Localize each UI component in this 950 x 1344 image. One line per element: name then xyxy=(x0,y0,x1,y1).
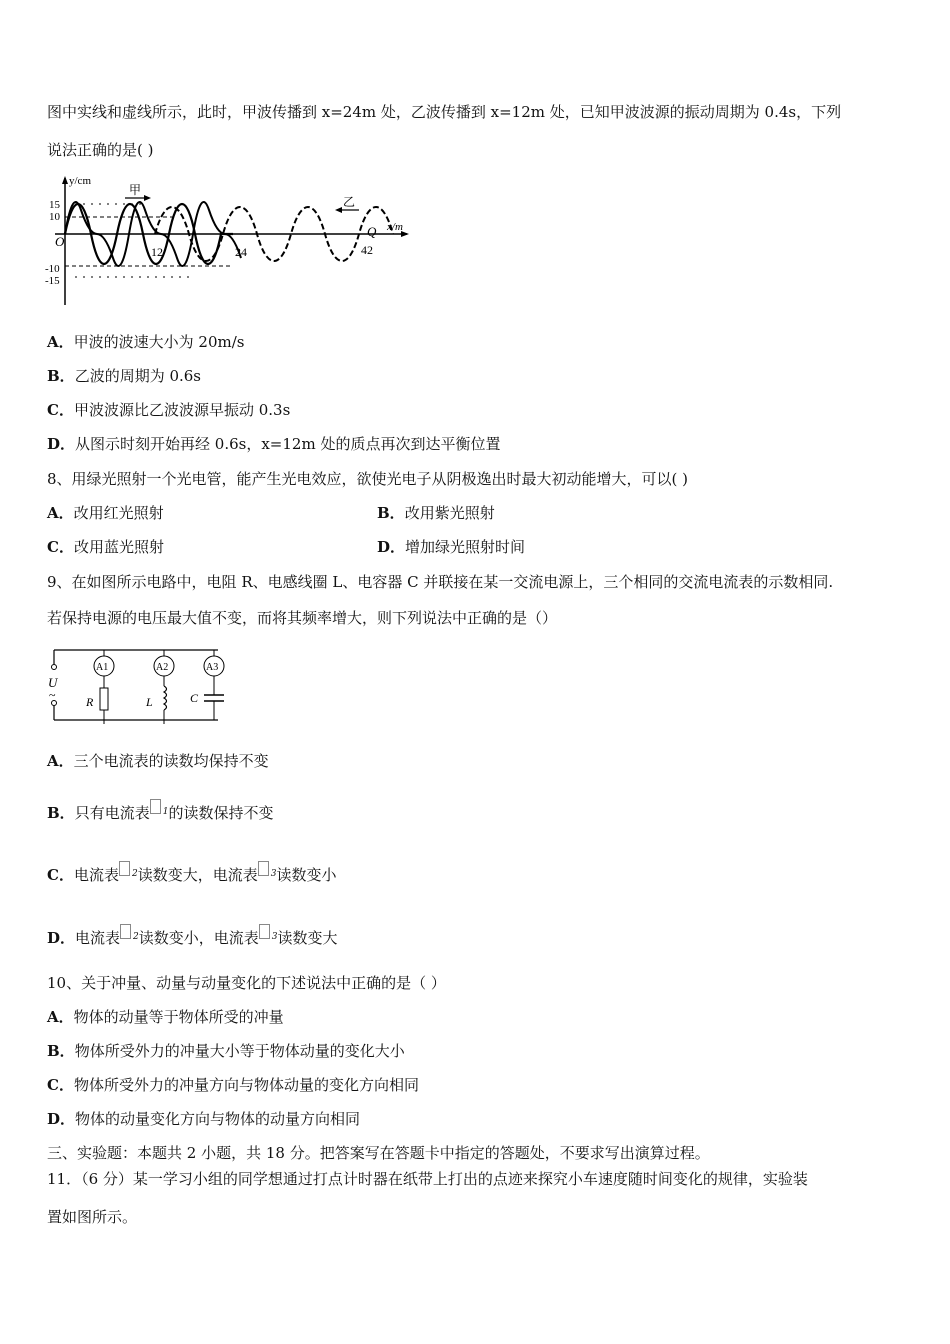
option-text: 甲波的波速大小为 20m/s xyxy=(73,333,245,351)
option-letter: D． xyxy=(47,929,76,947)
y-axis-label: y/cm xyxy=(69,175,91,187)
y-tick-neg10: -10 xyxy=(45,263,60,275)
option-letter: B． xyxy=(377,504,405,522)
q8-option-a xyxy=(47,503,164,523)
option-text: 三个电流表的读数均保持不变 xyxy=(73,752,269,770)
option-letter: C． xyxy=(47,1076,74,1094)
source-terminal-top xyxy=(52,665,57,670)
ammeter-glyph xyxy=(259,924,270,939)
option-letter: A． xyxy=(47,752,74,770)
ammeter-subscript: 3 xyxy=(270,869,277,879)
option-text: 物体的动量等于物体所受的冲量 xyxy=(73,1008,284,1026)
option-text: 改用紫光照射 xyxy=(404,504,495,522)
option-text-post: 读数变大 xyxy=(277,929,338,947)
ammeter-glyph xyxy=(119,861,130,876)
q9-option-c xyxy=(47,861,336,885)
x-tick-24: 24 xyxy=(235,245,247,259)
ammeter-subscript: 1 xyxy=(162,807,169,817)
source-symbol: ~ xyxy=(49,688,56,702)
option-text: 改用蓝光照射 xyxy=(73,538,164,556)
y-tick-10: 10 xyxy=(49,211,60,223)
ammeter-glyph xyxy=(258,861,269,876)
q8-stem: 8、用绿光照射一个光电管，能产生光电效应，欲使光电子从阴极逸出时最大初动能增大，可以( ) xyxy=(47,470,689,488)
wave-jia-label: 甲 xyxy=(129,183,142,197)
circuit-figure xyxy=(44,644,236,728)
option-letter: D． xyxy=(47,1110,76,1128)
option-text: 物体所受外力的冲量大小等于物体动量的变化大小 xyxy=(74,1042,405,1060)
ammeter-subscript: 2 xyxy=(131,869,138,879)
q8-option-c xyxy=(47,537,164,557)
option-text-mid: 读数变小，电流表 xyxy=(138,929,259,947)
option-text-pre: 电流表 xyxy=(73,866,119,884)
option-text: 改用红光照射 xyxy=(73,504,164,522)
inductor-label: L xyxy=(146,695,153,709)
option-text-post: 读数变小 xyxy=(276,866,337,884)
option-text: 从图示时刻开始再经 0.6s，x=12m 处的质点再次到达平衡位置 xyxy=(75,435,501,453)
ammeter-subscript: 2 xyxy=(133,932,139,942)
q8-option-d xyxy=(377,537,525,557)
option-letter: C． xyxy=(47,401,74,419)
q7-intro-line1: 图中实线和虚线所示，此时，甲波传播到 x=24m 处，乙波传播到 x=12m 处，已知甲波波源的振动周期为 0.4s，下列 xyxy=(47,103,842,121)
option-letter: B． xyxy=(47,367,75,385)
capacitor-label: C xyxy=(190,691,199,705)
option-text-pre: 电流表 xyxy=(75,929,121,947)
x-tick-42: 42 xyxy=(361,243,373,257)
y-axis-arrow xyxy=(62,176,68,184)
source-label: U xyxy=(48,675,58,690)
q7-option-d xyxy=(47,434,500,454)
option-letter: C． xyxy=(47,538,74,556)
q9-stem-line1: 9、在如图所示电路中，电阻 R、电感线圈 L、电容器 C 并联接在某一交流电源上，三个相同的交流电流表的示数相同. xyxy=(47,573,834,591)
y-tick-15: 15 xyxy=(49,199,60,211)
inductor-l xyxy=(164,686,167,710)
q7-intro-line2: 说法正确的是( ) xyxy=(47,141,154,159)
option-letter: D． xyxy=(47,435,76,453)
option-text-post: 的读数保持不变 xyxy=(168,804,274,822)
ammeter-subscript: 3 xyxy=(271,932,278,942)
q8-option-b xyxy=(377,503,495,523)
option-letter: B． xyxy=(47,804,75,822)
wave-jia-arrowhead xyxy=(144,195,151,201)
option-text: 物体所受外力的冲量方向与物体动量的变化方向相同 xyxy=(73,1076,419,1094)
option-letter: A． xyxy=(47,333,74,351)
option-text: 增加绿光照射时间 xyxy=(405,538,526,556)
q9-option-a xyxy=(47,751,269,771)
option-letter: B． xyxy=(47,1042,75,1060)
q9-stem-line2: 若保持电源的电压最大值不变，而将其频率增大，则下列说法中正确的是（） xyxy=(47,609,558,627)
option-letter: D． xyxy=(377,538,406,556)
ammeter-a3-label: A3 xyxy=(206,662,219,673)
option-text: 物体的动量变化方向与物体的动量方向相同 xyxy=(75,1110,361,1128)
option-letter: C． xyxy=(47,866,74,884)
wave-figure xyxy=(45,170,420,310)
q9-option-d xyxy=(47,924,338,948)
ammeter-a2-label: A2 xyxy=(156,662,169,673)
point-q-label: Q xyxy=(367,224,377,239)
q10-option-b xyxy=(47,1041,405,1061)
q10-option-a xyxy=(47,1007,284,1027)
wave-yi-label: 乙 xyxy=(343,195,356,209)
q11-stem-line2: 置如图所示。 xyxy=(47,1208,138,1226)
origin-label: O xyxy=(55,234,65,249)
y-tick-neg15: -15 xyxy=(45,275,60,287)
x-tick-12: 12 xyxy=(151,245,163,259)
ammeter-glyph xyxy=(120,924,131,939)
q7-option-c xyxy=(47,400,290,420)
option-letter: A． xyxy=(47,504,74,522)
q7-option-a xyxy=(47,332,244,352)
wave-yi-arrowhead xyxy=(335,207,342,213)
option-letter: A． xyxy=(47,1008,74,1026)
section3-heading: 三、实验题：本题共 2 小题，共 18 分。把答案写在答题卡中指定的答题处，不要求写出演算过程。 xyxy=(47,1144,710,1162)
option-text-pre: 只有电流表 xyxy=(74,804,150,822)
ammeter-glyph xyxy=(150,799,161,814)
option-text: 甲波波源比乙波波源早振动 0.3s xyxy=(73,401,291,419)
resistor-r xyxy=(100,688,108,710)
q10-option-c xyxy=(47,1075,419,1095)
q10-stem: 10、关于冲量、动量与动量变化的下述说法中正确的是（ ） xyxy=(47,974,446,992)
q9-option-b xyxy=(47,799,273,823)
ammeter-a1-label: A1 xyxy=(96,662,109,673)
q11-stem-line1: 11．（6 分）某一学习小组的同学想通过打点计时器在纸带上打出的点迹来探究小车速度随时间变化的规律，实验装 xyxy=(47,1170,808,1188)
q10-option-d xyxy=(47,1109,360,1129)
q7-option-b xyxy=(47,366,201,386)
option-text-mid: 读数变大，电流表 xyxy=(137,866,258,884)
resistor-label: R xyxy=(86,695,94,709)
option-text: 乙波的周期为 0.6s xyxy=(74,367,202,385)
x-axis-label: x/m xyxy=(387,221,403,233)
